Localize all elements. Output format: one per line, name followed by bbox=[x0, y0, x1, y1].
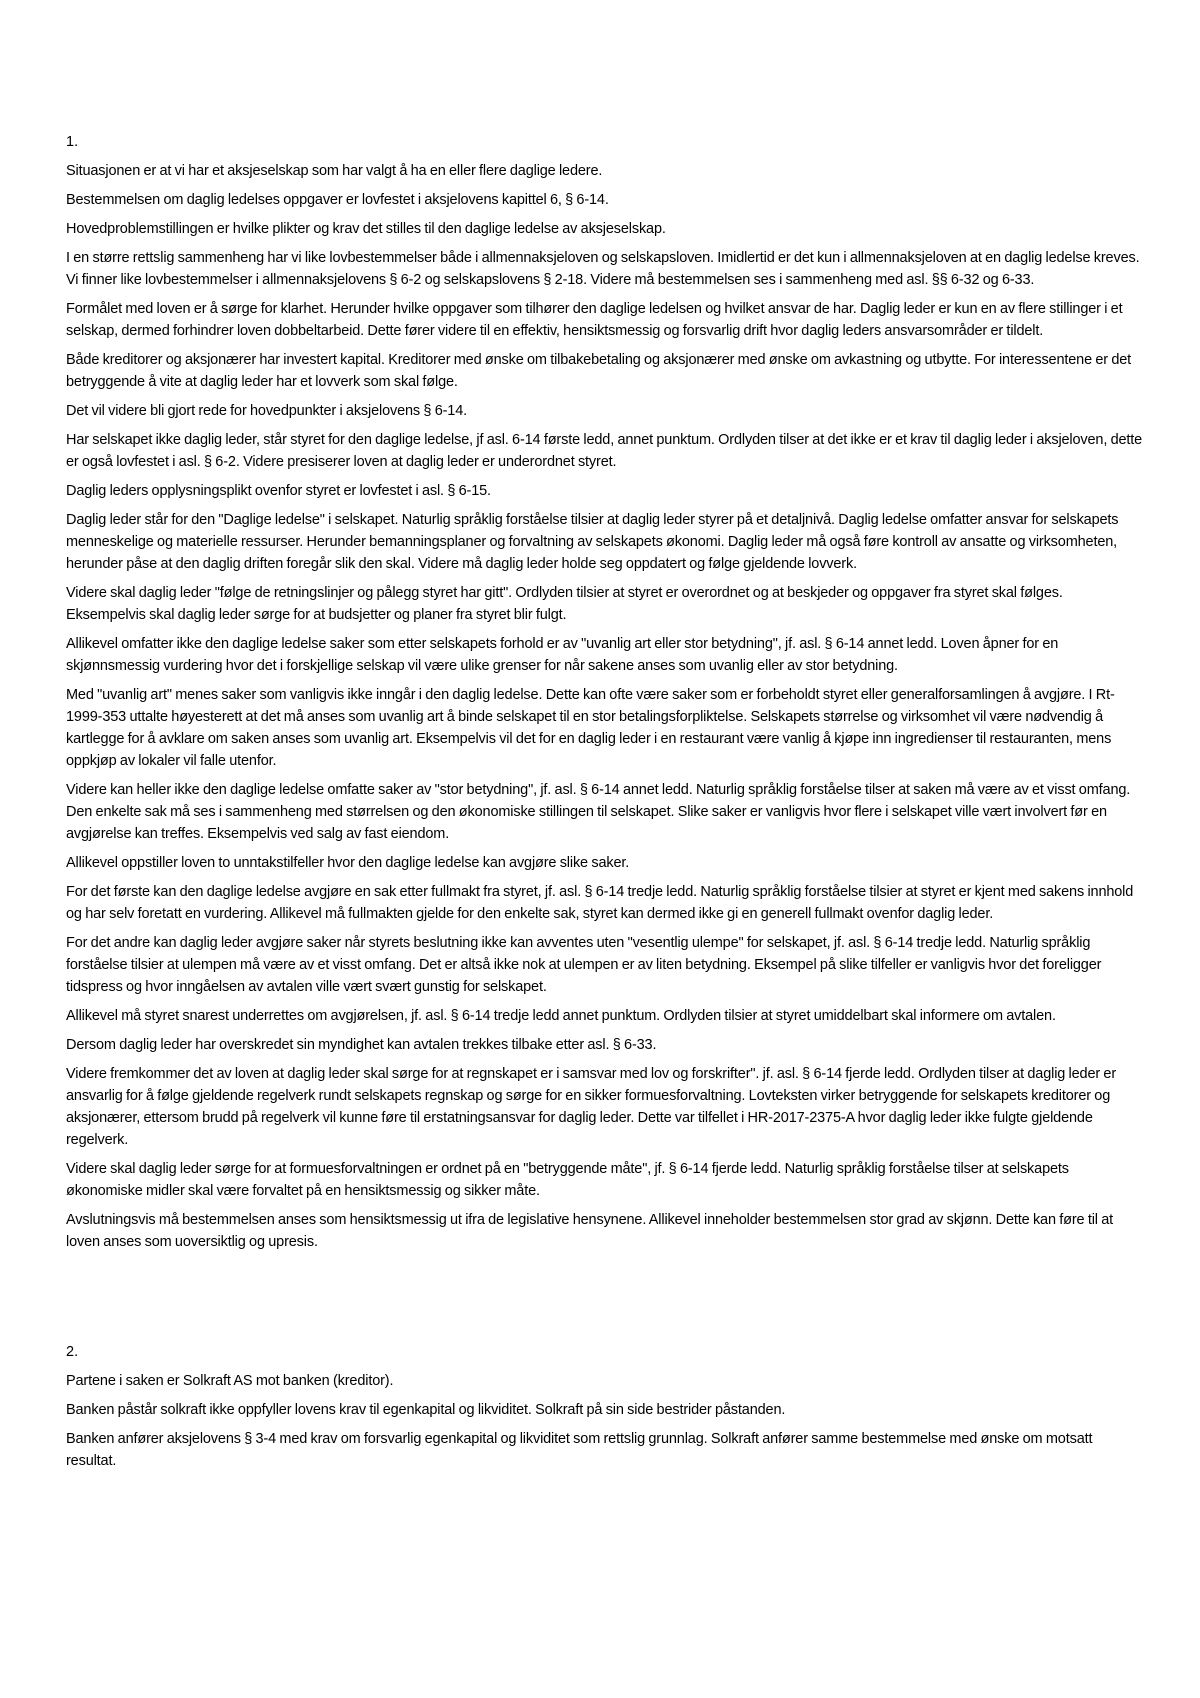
paragraph: Videre skal daglig leder sørge for at formuesforvaltningen er ordnet på en "betryggende måte", jf. § 6-14 fjerde ledd. Naturlig språklig forståelse tilser at selskapets økonomiske midler skal være forvaltet på en hensiktsmessig og sikker måte. bbox=[66, 1161, 1069, 1199]
section-number: 2. bbox=[66, 1344, 79, 1360]
document-page bbox=[66, 0, 1143, 1479]
section-2 bbox=[66, 1341, 1143, 1472]
paragraph: Hovedproblemstillingen er hvilke plikter og krav det stilles til den daglige ledelse av aksjeselskap. bbox=[66, 221, 666, 237]
paragraph: Videre fremkommer det av loven at daglig leder skal sørge for at regnskapet er i samsvar med lov og forskrifter". jf. asl. § 6-14 fjerde ledd. Ordlyden tilser at daglig leder er ansvarlig for å følge gjeldende regelverk rundt selskapets regnskap og sørge for en sikker formuesforvaltning. Lovteksten virker betryggende for selskapets kreditorer og aksjonærer, ettersom brudd på regelverk vil kunne føre til erstatningsansvar for daglig leder. Dette var tilfellet i HR-2017-2375-A hvor daglig leder ikke fulgte gjeldende regelverk. bbox=[66, 1066, 1117, 1148]
paragraph: Har selskapet ikke daglig leder, står styret for den daglige ledelse, jf asl. 6-14 første ledd, annet punktum. Ordlyden tilser at det ikke er et krav til daglig leder i aksjeloven, dette er også lovfestet i asl. § 6-2. Videre presiserer loven at daglig leder er underordnet styret. bbox=[66, 432, 1143, 470]
paragraph: Allikevel oppstiller loven to unntakstilfeller hvor den daglige ledelse kan avgjøre slike saker. bbox=[66, 855, 630, 871]
paragraph: Formålet med loven er å sørge for klarhet. Herunder hvilke oppgaver som tilhører den daglige ledelsen og hvilket ansvar de har. Daglig leder er kun en av flere stillinger i et selskap, dermed forhindrer loven dobbeltarbeid. Dette fører videre til en effektiv, hensiktsmessig og forsvarlig drift hvor daglig leders ansvarsområder er tildelt. bbox=[66, 301, 1123, 339]
paragraph: Det vil videre bli gjort rede for hovedpunkter i aksjelovens § 6-14. bbox=[66, 403, 467, 419]
section-number: 1. bbox=[66, 134, 79, 150]
paragraph: Allikevel må styret snarest underrettes om avgjørelsen, jf. asl. § 6-14 tredje ledd annet punktum. Ordlyden tilsier at styret umiddelbart skal informere om avtalen. bbox=[66, 1008, 1056, 1024]
section-1 bbox=[66, 131, 1143, 1253]
paragraph: Dersom daglig leder har overskredet sin myndighet kan avtalen trekkes tilbake etter asl. § 6-33. bbox=[66, 1037, 657, 1053]
paragraph: Situasjonen er at vi har et aksjeselskap som har valgt å ha en eller flere daglige ledere. bbox=[66, 163, 603, 179]
paragraph: For det første kan den daglige ledelse avgjøre en sak etter fullmakt fra styret, jf. asl. § 6-14 tredje ledd. Naturlig språklig forståelse tilsier at styret er kjent med sakens innhold og har selv foretatt en vurdering. Allikevel må fullmakten gjelde for den enkelte sak, styret kan dermed ikke gi en generell fullmakt ovenfor daglig leder. bbox=[66, 884, 1134, 922]
paragraph: Bestemmelsen om daglig ledelses oppgaver er lovfestet i aksjelovens kapittel 6, § 6-14. bbox=[66, 192, 609, 208]
paragraph: Daglig leder står for den "Daglige ledelse" i selskapet. Naturlig språklig forståelse tilsier at daglig leder styrer på et detaljnivå. Daglig ledelse omfatter ansvar for selskapets menneskelige og materielle ressurser. Herunder bemanningsplaner og forvaltning av selskapets økonomi. Daglig leder må også føre kontroll av ansatte og virksomheten, herunder påse at den daglig driften foregår slik den skal. Videre må daglig leder holde seg oppdatert og følge gjeldende lovverk. bbox=[66, 512, 1119, 572]
paragraph: Videre kan heller ikke den daglige ledelse omfatte saker av "stor betydning", jf. asl. § 6-14 annet ledd. Naturlig språklig forståelse tilser at saken må være av et visst omfang. Den enkelte sak må ses i sammenheng med størrelsen og den økonomiske stillingen til selskapet. Slike saker er vanligvis hvor flere i selskapet ville vært involvert før en avgjørelse kan treffes. Eksempelvis ved salg av fast eiendom. bbox=[66, 782, 1131, 842]
paragraph: Partene i saken er Solkraft AS mot banken (kreditor). bbox=[66, 1373, 394, 1389]
paragraph: Både kreditorer og aksjonærer har investert kapital. Kreditorer med ønske om tilbakebetaling og aksjonærer med ønske om avkastning og utbytte. For interessentene er det betryggende å vite at daglig leder har et lovverk som skal følge. bbox=[66, 352, 1132, 390]
paragraph: I en større rettslig sammenheng har vi like lovbestemmelser både i allmennaksjeloven og selskapsloven. Imidlertid er det kun i allmennaksjeloven at en daglig ledelse kreves. Vi finner like lovbestemmelser i allmennaksjelovens § 6-2 og selskapslovens § 2-18. Videre må bestemmelsen ses i sammenheng med asl. §§ 6-32 og 6-33. bbox=[66, 250, 1140, 288]
paragraph: Avslutningsvis må bestemmelsen anses som hensiktsmessig ut ifra de legislative hensynene. Allikevel inneholder bestemmelsen stor grad av skjønn. Dette kan føre til at loven anses som uoversiktlig og upresis. bbox=[66, 1212, 1114, 1250]
paragraph: Banken anfører aksjelovens § 3-4 med krav om forsvarlig egenkapital og likviditet som rettslig grunnlag. Solkraft anfører samme bestemmelse med ønske om motsatt resultat. bbox=[66, 1431, 1093, 1469]
paragraph: Med "uvanlig art" menes saker som vanligvis ikke inngår i den daglig ledelse. Dette kan ofte være saker som er forbeholdt styret eller generalforsamlingen å avgjøre. I Rt-1999-353 uttalte høyesterett at det må anses som uvanlig art å binde selskapet til en stor betalingsforpliktelse. Selskapets størrelse og virksomhet vil være nødvendig å kartlegge for å avklare om saken anses som uvanlig art. Eksempelvis vil det for en daglig leder i en restaurant være vanlig å kjøpe inn ingredienser til restauranten, mens oppkjøp av lokaler vil falle utenfor. bbox=[66, 687, 1115, 769]
paragraph: For det andre kan daglig leder avgjøre saker når styrets beslutning ikke kan avventes uten "vesentlig ulempe" for selskapet, jf. asl. § 6-14 tredje ledd. Naturlig språklig forståelse tilsier at ulempen må være av et visst omfang. Det er altså ikke nok at ulempen er av liten betydning. Eksempel på slike tilfeller er vanligvis hvor det foreligger tidspress og hvor inngåelsen av avtalen ville vært svært gunstig for selskapet. bbox=[66, 935, 1102, 995]
paragraph: Allikevel omfatter ikke den daglige ledelse saker som etter selskapets forhold er av "uvanlig art eller stor betydning", jf. asl. § 6-14 annet ledd. Loven åpner for en skjønnsmessig vurdering hvor det i forskjellige selskap vil være ulike grenser for når sakene anses som uvanlig eller av stor betydning. bbox=[66, 636, 1059, 674]
paragraph: Videre skal daglig leder "følge de retningslinjer og pålegg styret har gitt". Ordlyden tilsier at styret er overordnet og at beskjeder og oppgaver fra styret skal følges. Eksempelvis skal daglig leder sørge for at budsjetter og planer fra styret blir fulgt. bbox=[66, 585, 1063, 623]
paragraph: Banken påstår solkraft ikke oppfyller lovens krav til egenkapital og likviditet. Solkraft på sin side bestrider påstanden. bbox=[66, 1402, 786, 1418]
paragraph: Daglig leders opplysningsplikt ovenfor styret er lovfestet i asl. § 6-15. bbox=[66, 483, 491, 499]
